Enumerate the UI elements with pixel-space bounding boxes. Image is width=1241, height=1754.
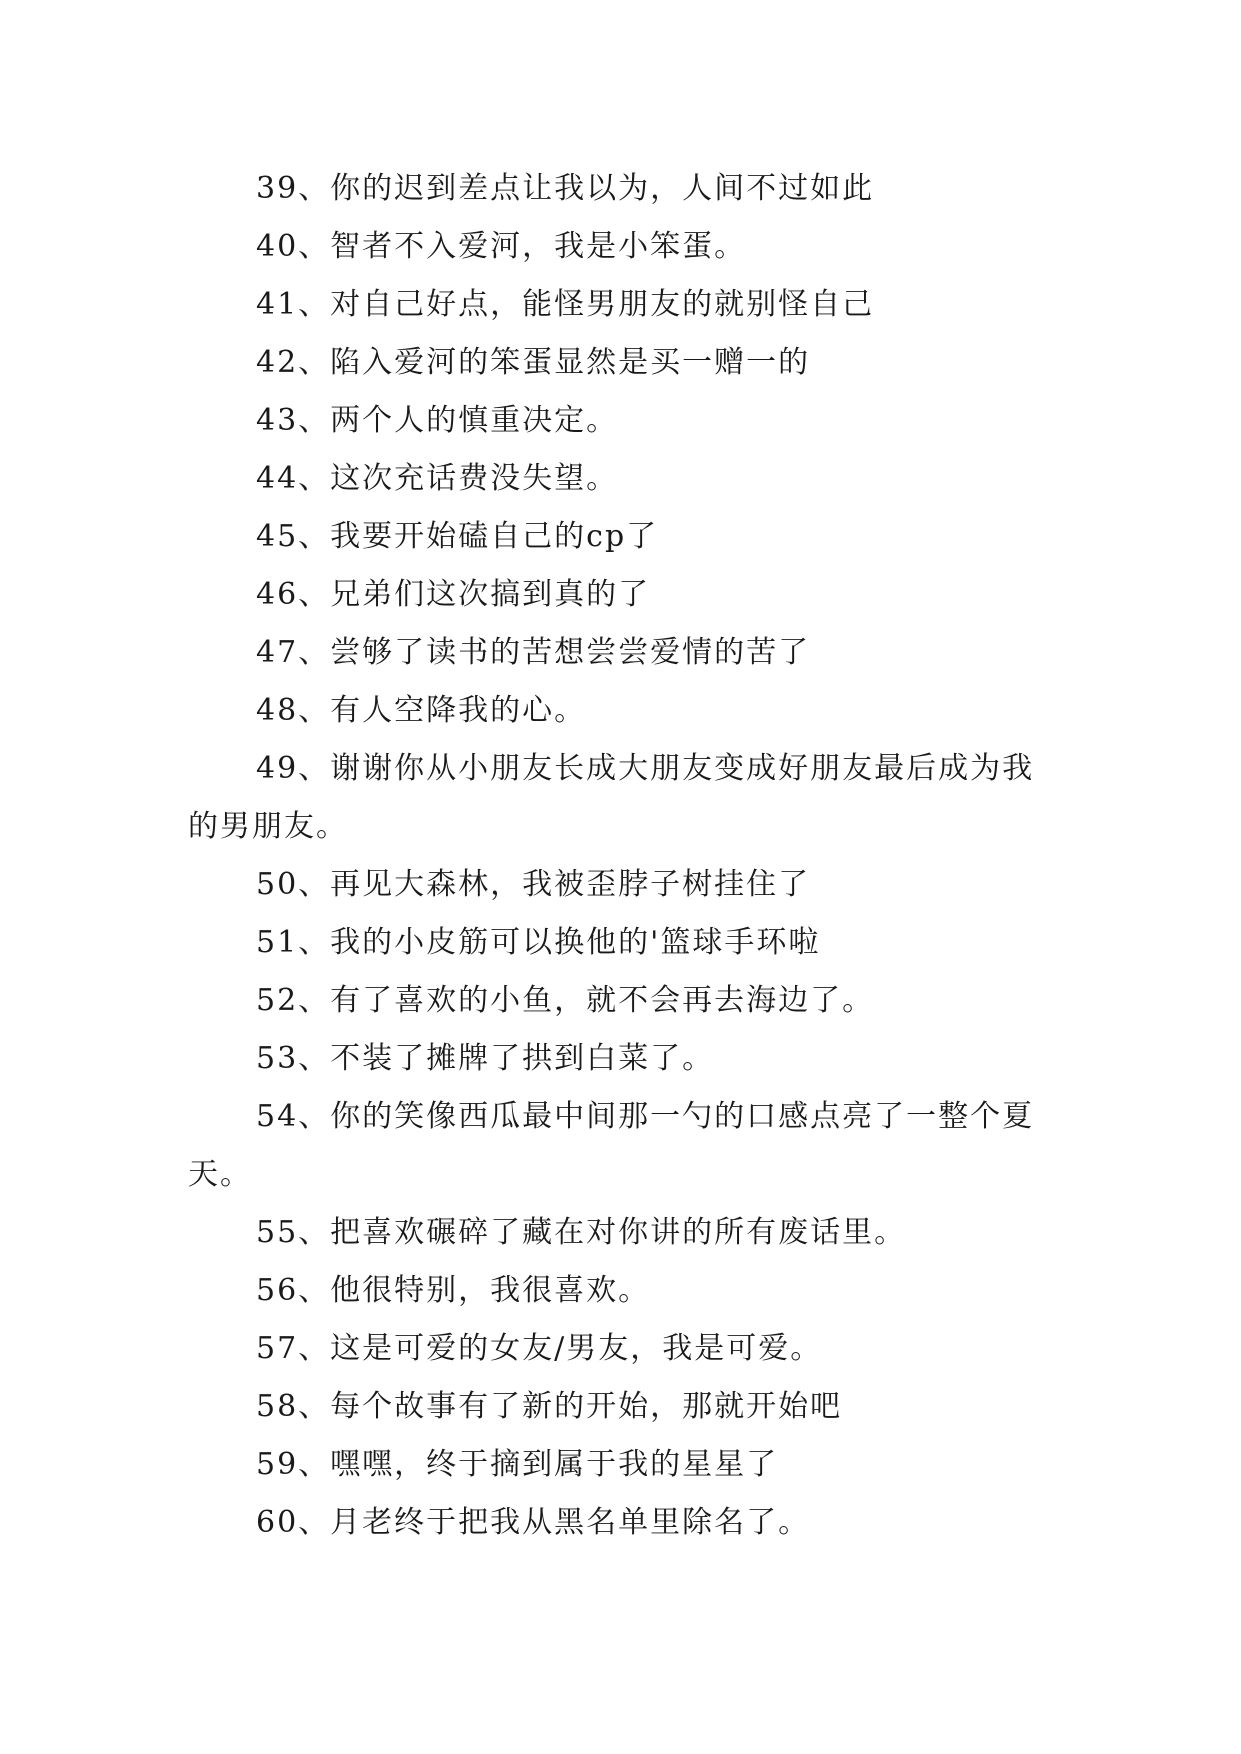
list-item: 42、陷入爱河的笨蛋显然是买一赠一的 (256, 345, 811, 380)
list-item: 41、对自己好点，能怪男朋友的就别怪自己 (256, 287, 875, 322)
list-item: 40、智者不入爱河，我是小笨蛋。 (256, 229, 747, 264)
document-body (188, 160, 1054, 1552)
list-item: 48、有人空降我的心。 (256, 693, 587, 728)
list-item: 56、他很特别，我很喜欢。 (256, 1273, 651, 1308)
list-item: 55、把喜欢碾碎了藏在对你讲的所有废话里。 (256, 1215, 907, 1250)
list-item: 50、再见大森林，我被歪脖子树挂住了 (256, 867, 811, 902)
list-item: 47、尝够了读书的苦想尝尝爱情的苦了 (256, 635, 811, 670)
list-item: 59、嘿嘿，终于摘到属于我的星星了 (256, 1447, 779, 1482)
list-item: 45、我要开始磕自己的cp了 (256, 519, 659, 554)
list-item: 39、你的迟到差点让我以为，人间不过如此 (256, 171, 875, 206)
list-item: 53、不装了摊牌了拱到白菜了。 (256, 1041, 715, 1076)
list-item: 60、月老终于把我从黑名单里除名了。 (256, 1505, 811, 1540)
list-item: 57、这是可爱的女友/男友，我是可爱。 (256, 1331, 823, 1366)
list-item: 43、两个人的慎重决定。 (256, 403, 619, 438)
list-item: 52、有了喜欢的小鱼，就不会再去海边了。 (256, 983, 875, 1018)
list-item: 49、谢谢你从小朋友长成大朋友变成好朋友最后成为我的男朋友。 (188, 751, 1035, 844)
list-item: 44、这次充话费没失望。 (256, 461, 619, 496)
list-item: 46、兄弟们这次搞到真的了 (256, 577, 651, 612)
list-item: 58、每个故事有了新的开始，那就开始吧 (256, 1389, 843, 1424)
list-item: 51、我的小皮筋可以换他的'篮球手环啦 (256, 925, 821, 960)
list-item: 54、你的笑像西瓜最中间那一勺的口感点亮了一整个夏天。 (188, 1099, 1035, 1192)
